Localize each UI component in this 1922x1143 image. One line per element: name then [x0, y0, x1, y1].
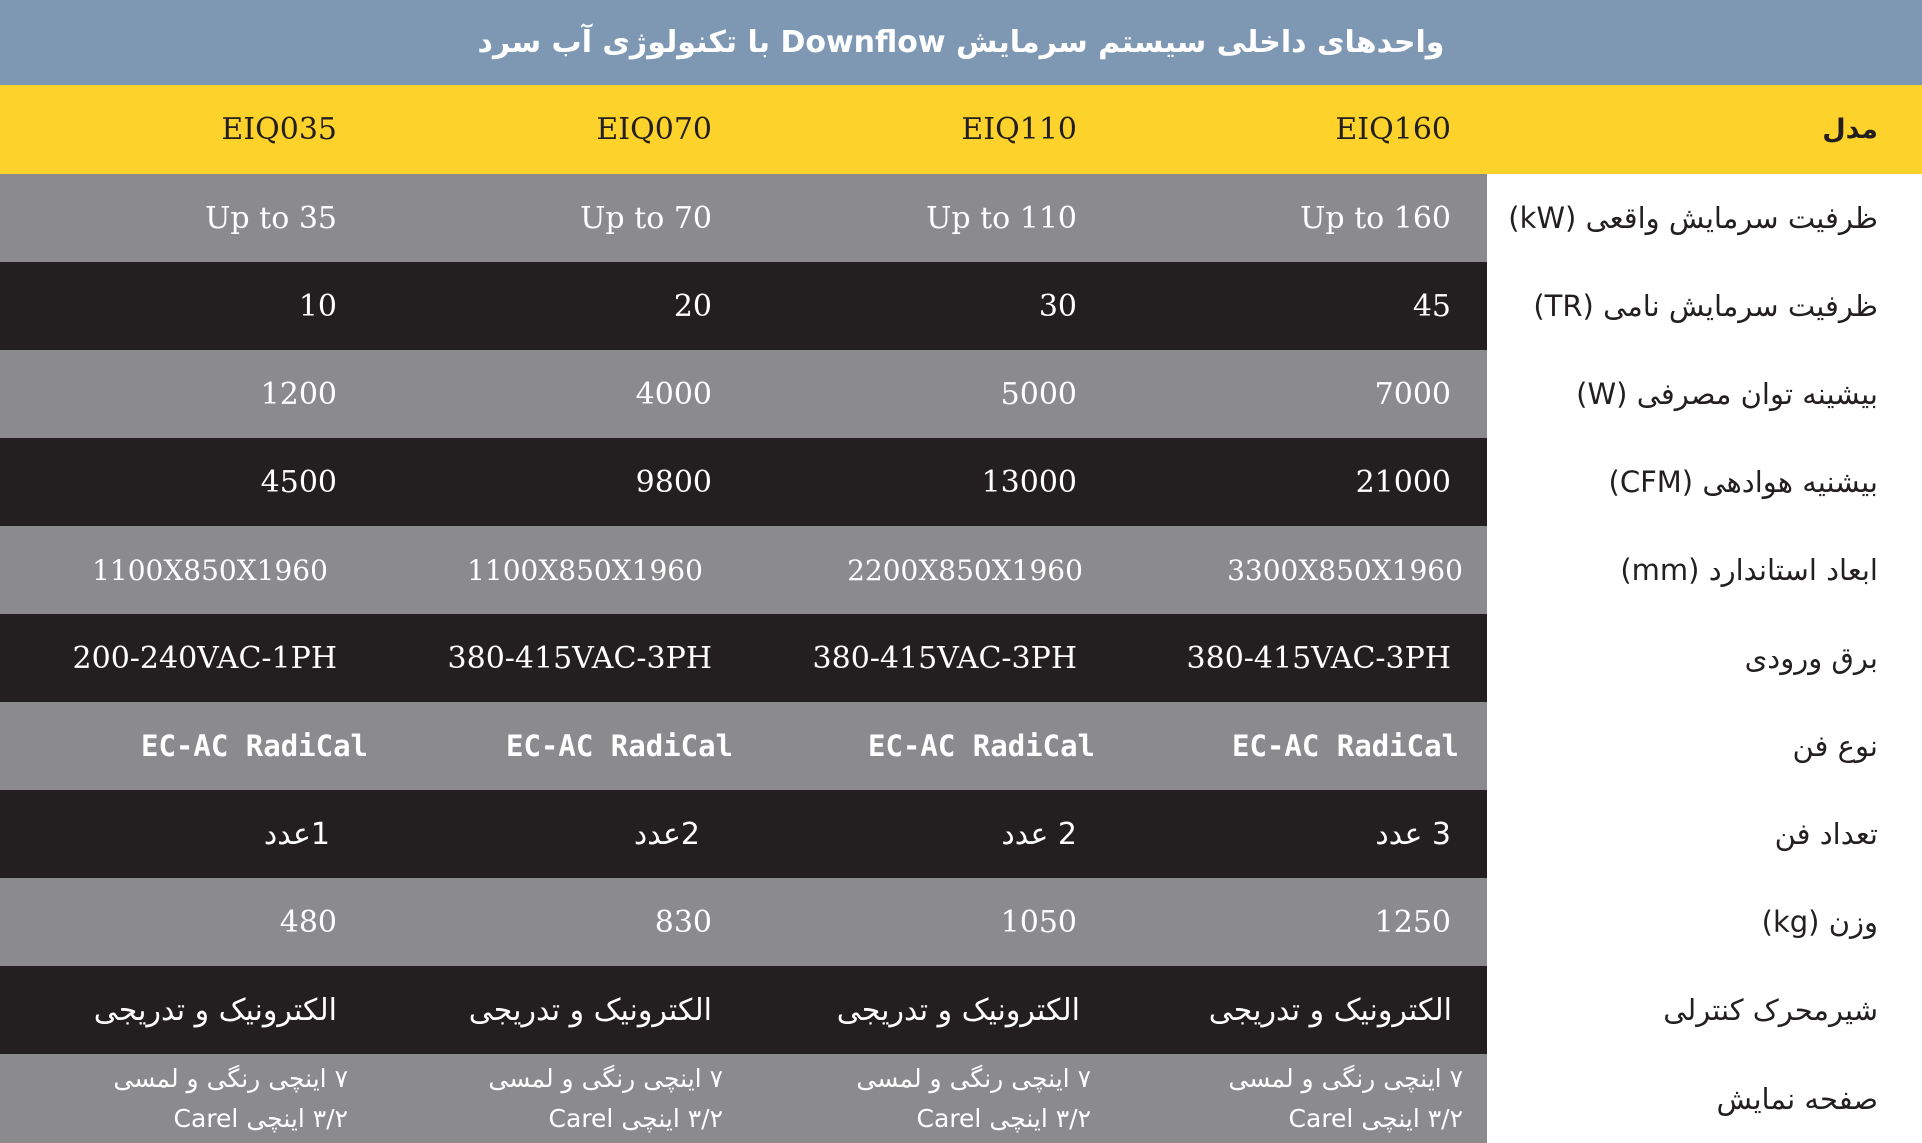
table-cell: EC-AC RadiCal [868, 729, 1095, 763]
row-label: صفحه نمایش [1716, 1081, 1878, 1116]
table-row [0, 262, 1922, 350]
table-cell: 380-415VAC-3PH [812, 640, 1077, 676]
row-label: مدل [1822, 114, 1878, 145]
model-cell: EIQ110 [961, 112, 1077, 147]
row-data-area [0, 614, 1487, 702]
table-cell: 21000 [1355, 464, 1451, 500]
table-title: واحدهای داخلی سیستم سرمایش Downflow با تکنولوژی آب سرد [0, 0, 1922, 85]
row-data-area [0, 174, 1487, 262]
table-cell: 7000 [1374, 376, 1451, 412]
row-label: بیشنیه هوادهی (CFM) [1608, 465, 1878, 499]
table-cell: 1250 [1374, 904, 1451, 940]
table-cell: EC-AC RadiCal [506, 729, 733, 763]
display-line-1: ۷ اینچی رنگی و لمسی [1228, 1063, 1463, 1093]
row-data-area [0, 438, 1487, 526]
row-data-area [0, 1054, 1487, 1143]
row-data-area [0, 526, 1487, 614]
row-label-area [1487, 1054, 1922, 1143]
table-row [0, 878, 1922, 966]
row-data-area [0, 966, 1487, 1054]
table-cell: Up to 160 [1300, 200, 1451, 236]
table-row [0, 790, 1922, 878]
table-cell: 2200X850X1960 [847, 553, 1083, 587]
table-cell: Up to 70 [580, 200, 712, 236]
table-row [0, 1054, 1922, 1143]
table-cell: 2عدد [633, 816, 700, 852]
row-label: نوع فن [1792, 729, 1878, 763]
table-cell: 30 [1038, 288, 1077, 324]
table-row [0, 350, 1922, 438]
table-cell: 830 [654, 904, 712, 940]
row-label-area [1487, 438, 1922, 526]
table-cell: Up to 110 [926, 200, 1077, 236]
row-data-area [0, 350, 1487, 438]
row-data-area [0, 262, 1487, 350]
row-label-area [1487, 878, 1922, 966]
table-cell [0, 1054, 348, 1143]
table-cell: 1050 [1000, 904, 1077, 940]
row-label: وزن (kg) [1761, 905, 1878, 939]
table-cell: EC-AC RadiCal [141, 729, 368, 763]
row-label: ظرفیت سرمایش واقعی (kW) [1508, 201, 1878, 235]
table-cell: 3300X850X1960 [1227, 553, 1463, 587]
table-row [0, 614, 1922, 702]
row-data-area [0, 702, 1487, 790]
display-line-1: ۷ اینچی رنگی و لمسی [488, 1063, 723, 1093]
table-cell: 1100X850X1960 [92, 553, 328, 587]
display-line-2: ۳/۲ اینچی Carel [548, 1103, 723, 1133]
row-label-area [1487, 614, 1922, 702]
model-cell: EIQ035 [221, 112, 337, 147]
row-label: ابعاد استاندارد (mm) [1620, 553, 1878, 587]
row-label-area [1487, 262, 1922, 350]
table-cell: 9800 [635, 464, 712, 500]
display-line-2: ۳/۲ اینچی Carel [1288, 1103, 1463, 1133]
row-data-area [0, 85, 1487, 174]
table-cell: 10 [298, 288, 337, 324]
display-line-2: ۳/۲ اینچی Carel [916, 1103, 1091, 1133]
table-cell: 13000 [981, 464, 1077, 500]
table-cell: 3 عدد [1375, 816, 1451, 852]
row-label-area [1487, 702, 1922, 790]
table-cell: 45 [1412, 288, 1451, 324]
table-row [0, 966, 1922, 1054]
row-label-area [1487, 350, 1922, 438]
row-label-area [1487, 174, 1922, 262]
display-line-1: ۷ اینچی رنگی و لمسی [113, 1063, 348, 1093]
table-cell: 380-415VAC-3PH [1186, 640, 1451, 676]
table-row [0, 526, 1922, 614]
model-cell: EIQ160 [1335, 112, 1451, 147]
model-cell: EIQ070 [596, 112, 712, 147]
table-cell: 1100X850X1960 [467, 553, 703, 587]
table-cell: 4500 [260, 464, 337, 500]
row-label: بیشینه توان مصرفی (W) [1576, 377, 1878, 411]
table-cell: الکترونیک و تدریجی [93, 992, 337, 1028]
table-row-model [0, 85, 1922, 174]
table-cell: Up to 35 [205, 200, 337, 236]
table-cell [1125, 1054, 1463, 1143]
table-cell: 2 عدد [1001, 816, 1077, 852]
table-cell: 20 [673, 288, 712, 324]
table-cell: 1200 [260, 376, 337, 412]
table-row [0, 438, 1922, 526]
row-label: تعداد فن [1774, 817, 1878, 851]
row-label: شیرمحرک کنترلی [1663, 993, 1878, 1027]
table-row [0, 174, 1922, 262]
table-cell: الکترونیک و تدریجی [836, 992, 1080, 1028]
row-data-area [0, 878, 1487, 966]
row-label-area [1487, 790, 1922, 878]
table-cell: 5000 [1000, 376, 1077, 412]
row-label: ظرفیت سرمایش نامی (TR) [1533, 289, 1878, 323]
display-line-2: ۳/۲ اینچی Carel [173, 1103, 348, 1133]
table-cell: الکترونیک و تدریجی [1208, 992, 1452, 1028]
table-cell [750, 1054, 1091, 1143]
row-data-area [0, 790, 1487, 878]
table-cell: الکترونیک و تدریجی [468, 992, 712, 1028]
table-row [0, 702, 1922, 790]
display-line-1: ۷ اینچی رنگی و لمسی [856, 1063, 1091, 1093]
table-cell: 480 [279, 904, 337, 940]
table-cell [375, 1054, 723, 1143]
row-label: برق ورودی [1744, 641, 1878, 675]
table-cell: EC-AC RadiCal [1232, 729, 1459, 763]
row-label-area [1487, 966, 1922, 1054]
row-label-area [1487, 85, 1922, 174]
row-label-area [1487, 526, 1922, 614]
table-cell: 1عدد [263, 816, 330, 852]
table-cell: 380-415VAC-3PH [447, 640, 712, 676]
table-cell: 200-240VAC-1PH [72, 640, 337, 676]
table-cell: 4000 [635, 376, 712, 412]
